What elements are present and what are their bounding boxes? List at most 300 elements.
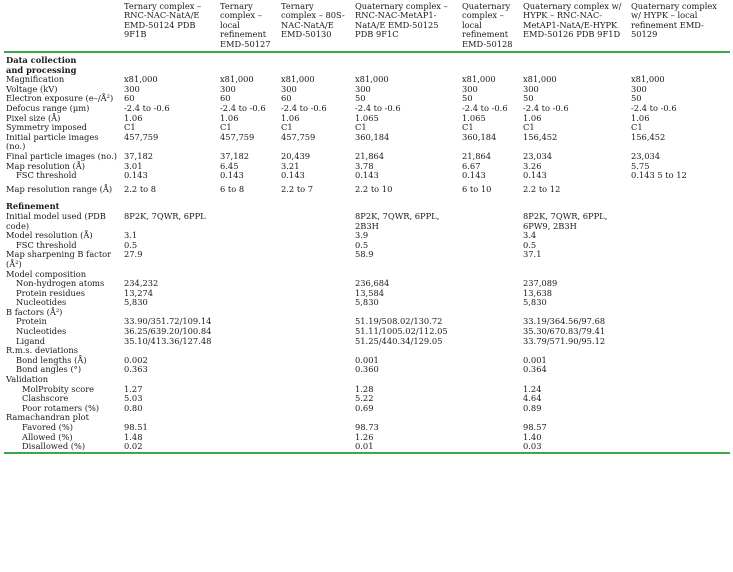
table-cell (629, 327, 730, 337)
table-cell: -2.4 to -0.6 (355, 103, 401, 113)
row-label: Map resolution range (Å) (6, 183, 113, 194)
table-cell: 457,759 (220, 131, 255, 142)
row-label: Pixel size (Å) (6, 112, 61, 123)
table-cell: 1.06 (631, 112, 650, 123)
rule-cell (460, 452, 521, 453)
table-cell: x81,000 (355, 74, 389, 85)
table-cell (218, 231, 279, 241)
table-cell (629, 317, 730, 327)
table-cell: -2.4 to -0.6 (124, 103, 170, 113)
row-label: Model resolution (Å) (6, 230, 93, 241)
row-label: Voltage (kV) (6, 83, 58, 94)
table-cell (218, 337, 279, 347)
table-cell (629, 423, 730, 433)
table-cell: 2.2 to 7 (281, 183, 314, 194)
table-cell: 3.26 (523, 160, 542, 171)
table-cell (218, 433, 279, 443)
table-cell (629, 365, 730, 375)
table-cell (629, 279, 730, 289)
table-cell: 13,274 (124, 287, 154, 298)
empty-cell (218, 194, 279, 212)
empty-cell (279, 52, 353, 75)
table-cell (279, 212, 353, 231)
table-cell: 36.25/639.20/100.84 (124, 326, 212, 337)
table-cell: 1.06 (124, 112, 143, 123)
section-header-row (4, 194, 730, 212)
table-cell (460, 250, 521, 269)
table-cell (279, 365, 353, 375)
table-cell (279, 317, 353, 327)
table-cell (218, 270, 279, 280)
empty-cell (460, 52, 521, 75)
row-label: Ramachandran plot (6, 412, 89, 423)
table-cell (279, 433, 353, 443)
table-cell: C1 (355, 122, 367, 133)
table-cell: -2.4 to -0.6 (462, 103, 508, 113)
table-cell: 37.1 (523, 249, 542, 260)
section-title: Refinement (6, 201, 60, 212)
table-cell: 237,089 (523, 278, 558, 289)
table-cell (460, 394, 521, 404)
table-cell: 1.06 (281, 112, 300, 123)
table-cell (460, 385, 521, 395)
table-cell: x81,000 (523, 74, 557, 85)
table-cell: 3.4 (523, 230, 537, 241)
table-cell (460, 365, 521, 375)
row-label: FSC threshold (16, 239, 77, 250)
table-row (4, 133, 730, 152)
table-cell: x81,000 (281, 74, 315, 85)
table-cell: 1.48 (124, 431, 143, 442)
table-cell: 8P2K, 7QWR, 6PPL, 2B3H (355, 210, 440, 231)
row-label: Allowed (%) (22, 431, 73, 442)
table-row (4, 442, 730, 452)
table-cell (629, 270, 730, 280)
table-cell: x81,000 (220, 74, 254, 85)
table-row (4, 212, 730, 231)
table-cell: 156,452 (631, 131, 666, 142)
table-cell: 0.69 (355, 402, 374, 413)
table-cell (460, 442, 521, 452)
row-label: FSC threshold (16, 170, 77, 181)
rule-cell (353, 452, 460, 453)
table-cell (460, 423, 521, 433)
table-cell (279, 308, 353, 318)
table-row (4, 337, 730, 347)
empty-cell (629, 52, 730, 75)
table-cell: 6 to 10 (462, 183, 492, 194)
table-cell: 0.002 (124, 354, 148, 365)
table-cell (279, 442, 353, 452)
table-cell: 5,830 (523, 297, 547, 308)
table-cell: C1 (220, 122, 232, 133)
table-cell: 0.143 (220, 170, 244, 181)
table-cell: 300 (355, 83, 371, 94)
rule-cell (629, 452, 730, 453)
table-cell: 300 (631, 83, 647, 94)
table-cell (629, 404, 730, 414)
row-label: Non-hydrogen atoms (16, 278, 105, 289)
table-cell: 300 (281, 83, 297, 94)
table-cell (460, 337, 521, 347)
table-cell: 1.27 (124, 383, 143, 394)
empty-cell (353, 194, 460, 212)
table-cell (218, 356, 279, 366)
table-cell (218, 241, 279, 251)
table-cell: 98.51 (124, 422, 148, 432)
section-title: Data collection and processing (6, 55, 77, 75)
table-cell (218, 375, 279, 385)
table-cell: 1.28 (355, 383, 374, 394)
table-row (4, 365, 730, 375)
table-cell: 50 (462, 93, 473, 104)
table-cell (279, 394, 353, 404)
empty-cell (521, 52, 629, 75)
table-cell: 20,439 (281, 150, 311, 161)
row-label: Map resolution (Å) (6, 160, 85, 171)
table-cell (460, 308, 521, 318)
table-cell: 33.90/351.72/109.14 (124, 316, 212, 327)
table-cell: 1.40 (523, 431, 542, 442)
table-cell: 0.5 (523, 239, 537, 250)
section-header-row (4, 52, 730, 75)
table-cell: x81,000 (631, 74, 665, 85)
table-cell (218, 308, 279, 318)
table-cell: 0.364 (523, 364, 547, 375)
table-cell: 51.19/508.02/130.72 (355, 316, 443, 327)
row-label: Favored (%) (22, 422, 74, 432)
table-cell: 360,184 (462, 131, 497, 142)
table-cell: 0.143 (355, 170, 379, 181)
table-cell (629, 394, 730, 404)
table-cell (629, 308, 730, 318)
table-cell: 0.360 (355, 364, 379, 375)
table-cell: 3.1 (124, 230, 138, 241)
table-cell: 50 (355, 93, 366, 104)
empty-cell (521, 194, 629, 212)
table-cell (629, 442, 730, 452)
empty-cell (122, 194, 218, 212)
table-cell: 1.26 (355, 431, 374, 442)
table-cell: 21,864 (355, 150, 385, 161)
table-cell (460, 375, 521, 385)
column-header: Quaternary complex w/ HYPK – RNC-NAC-MetAP1-NatA/E-HYPK EMD-50126 PDB 9F1D (521, 2, 629, 52)
table-cell (218, 404, 279, 414)
table-cell: 300 (523, 83, 539, 94)
table-cell: 4.64 (523, 393, 542, 404)
empty-cell (122, 52, 218, 75)
table-cell (460, 289, 521, 299)
table-cell: 21,864 (462, 150, 492, 161)
table-cell: 457,759 (124, 131, 159, 142)
table-cell: 13,584 (355, 287, 385, 298)
table-cell (629, 298, 730, 308)
table-cell: 35.10/413.36/127.48 (124, 335, 212, 346)
table-cell (218, 317, 279, 327)
table-cell: 23,034 (631, 150, 661, 161)
column-header: Ternary complex – local refinement EMD-50127 (218, 2, 279, 52)
table-cell: 8P2K, 7QWR, 6PPL (124, 210, 206, 221)
table-cell: 5.22 (355, 393, 374, 404)
row-label: Bond lengths (Å) (16, 354, 87, 365)
table-cell: 6.67 (462, 160, 481, 171)
column-header: Quaternary complex – local refinement EMD-50128 (460, 2, 521, 52)
row-label: Initial particle images (no.) (6, 131, 99, 152)
table-cell (279, 404, 353, 414)
table-cell (279, 337, 353, 347)
table-cell: 51.25/440.34/129.05 (355, 335, 443, 346)
table-cell (629, 346, 730, 356)
table-cell: x81,000 (124, 74, 158, 85)
table-cell: 1.06 (220, 112, 239, 123)
table-cell: 51.11/1005.02/112.05 (355, 326, 448, 337)
column-header: Ternary complex – RNC-NAC-NatA/E EMD-50124 PDB 9F1B (122, 2, 218, 52)
table-cell: 300 (462, 83, 478, 94)
cryo-em-statistics-table (4, 2, 730, 454)
table-cell: C1 (462, 122, 474, 133)
table-row (4, 185, 730, 195)
row-label: MolProbity score (22, 383, 95, 394)
table-cell: 0.02 (124, 441, 143, 452)
table-cell (218, 365, 279, 375)
table-cell (279, 413, 353, 423)
table-cell: 37,182 (220, 150, 250, 161)
table-body (4, 52, 730, 453)
table-cell (279, 375, 353, 385)
table-cell (218, 346, 279, 356)
table-row (4, 114, 730, 124)
table-cell: 6 to 8 (220, 183, 245, 194)
row-label: Clashscore (22, 393, 69, 404)
table-cell: 2.2 to 8 (124, 183, 157, 194)
table-cell: 1.065 (355, 112, 379, 123)
table-cell: 0.143 5 to 12 (631, 170, 687, 181)
table-cell (279, 346, 353, 356)
table-cell: 5,830 (355, 297, 379, 308)
table-cell: 3.21 (281, 160, 300, 171)
rule-cell (218, 452, 279, 453)
table-cell: C1 (124, 122, 136, 133)
bottom-rule (4, 452, 730, 453)
table-cell: 58.9 (355, 249, 374, 260)
rule-cell (4, 452, 122, 453)
table-cell (629, 212, 730, 231)
table-cell: 33.79/571.90/95.12 (523, 335, 606, 346)
table-cell: 60 (220, 93, 231, 104)
row-label: Poor rotamers (%) (22, 402, 100, 413)
table-cell: 35.30/670.83/79.41 (523, 326, 606, 337)
column-header (4, 2, 122, 52)
table-cell: 50 (523, 93, 534, 104)
table-row (4, 404, 730, 414)
table-cell: 300 (220, 83, 236, 94)
row-label: Electron exposure (e–/Å²) (6, 93, 114, 104)
table-cell (629, 433, 730, 443)
table-cell: 60 (281, 93, 292, 104)
table-cell (218, 279, 279, 289)
table-cell (218, 212, 279, 231)
table-cell: 236,684 (355, 278, 390, 289)
table-cell (460, 413, 521, 423)
row-label: Final particle images (no.) (6, 150, 117, 161)
table-cell (218, 442, 279, 452)
table-cell (629, 385, 730, 395)
table-cell: 5,830 (124, 297, 148, 308)
table-cell: C1 (523, 122, 535, 133)
table-cell (629, 356, 730, 366)
table-cell (218, 298, 279, 308)
table-cell (460, 241, 521, 251)
table-cell (629, 375, 730, 385)
table-cell: 60 (124, 93, 135, 104)
table-cell (279, 241, 353, 251)
table-row (4, 250, 730, 269)
table-cell: 13,638 (523, 287, 553, 298)
table-cell: 0.143 (124, 170, 148, 181)
table-cell: -2.4 to -0.6 (220, 103, 266, 113)
row-label: R.m.s. deviations (6, 345, 79, 356)
table-cell: 0.363 (124, 364, 148, 375)
table-cell: 5.03 (124, 393, 143, 404)
table-cell: 0.001 (355, 354, 379, 365)
table-cell: 0.80 (124, 402, 143, 413)
table-cell (629, 241, 730, 251)
table-cell (279, 327, 353, 337)
table-cell: 0.143 (523, 170, 547, 181)
table-cell: 457,759 (281, 131, 316, 142)
table-cell (629, 231, 730, 241)
table-cell (460, 270, 521, 280)
table-cell: C1 (631, 122, 643, 133)
table-cell (460, 212, 521, 231)
table-cell: 234,232 (124, 278, 159, 289)
table-cell: 50 (631, 93, 642, 104)
column-header: Quaternary complex w/ HYPK – local refinement EMD-50129 (629, 2, 730, 52)
table-cell: 3.78 (355, 160, 374, 171)
table-cell: 1.06 (523, 112, 542, 123)
table-cell: 6.45 (220, 160, 239, 171)
row-label: Ligand (16, 335, 46, 346)
row-label: Protein (16, 316, 47, 327)
table-cell (218, 250, 279, 269)
table-cell (279, 356, 353, 366)
table-cell: 0.03 (523, 441, 542, 452)
table-cell: 37,182 (124, 150, 154, 161)
row-label: Validation (6, 374, 49, 385)
table-cell (460, 317, 521, 327)
table-cell: 98.73 (355, 422, 379, 432)
table-cell: 0.001 (523, 354, 547, 365)
table-cell (460, 433, 521, 443)
table-cell: 0.143 (281, 170, 305, 181)
row-label: Initial model used (PDB code) (6, 210, 106, 231)
table-cell: 0.01 (355, 441, 374, 452)
table-cell (218, 413, 279, 423)
table-cell (629, 185, 730, 195)
table-cell (279, 289, 353, 299)
table-cell: 2.2 to 10 (355, 183, 393, 194)
table-cell: 1.24 (523, 383, 542, 394)
row-label: Model composition (6, 268, 87, 279)
empty-cell (629, 194, 730, 212)
table-cell: 0.5 (124, 239, 138, 250)
table-cell: 98.57 (523, 422, 547, 432)
table-cell: 1.065 (462, 112, 486, 123)
rule-cell (521, 452, 629, 453)
table-cell (460, 356, 521, 366)
table-cell: 300 (124, 83, 140, 94)
table-cell (460, 327, 521, 337)
table-cell (629, 289, 730, 299)
row-label: Disallowed (%) (22, 441, 86, 452)
table-cell (279, 298, 353, 308)
table-cell: 2.2 to 12 (523, 183, 561, 194)
table-cell: 3.01 (124, 160, 143, 171)
row-label: Nucleotides (16, 297, 67, 308)
table-cell: 360,184 (355, 131, 390, 142)
table-cell (460, 404, 521, 414)
table-cell: -2.4 to -0.6 (523, 103, 569, 113)
row-label: Bond angles (°) (16, 364, 82, 375)
table-cell (279, 385, 353, 395)
column-header: Quaternary complex – RNC-NAC-MetAP1-NatA/E EMD-50125 PDB 9F1C (353, 2, 460, 52)
table-cell (279, 250, 353, 269)
table-cell (279, 279, 353, 289)
column-header: Ternary complex – 80S-NAC-NatA/E EMD-50130 (279, 2, 353, 52)
table-cell: x81,000 (462, 74, 496, 85)
table-cell (218, 385, 279, 395)
table-cell (629, 337, 730, 347)
table-cell: 0.89 (523, 402, 542, 413)
table-cell (279, 423, 353, 433)
table-cell: 8P2K, 7QWR, 6PPL, 6PW9, 2B3H (523, 210, 608, 231)
row-label: Protein residues (16, 287, 86, 298)
empty-cell (353, 52, 460, 75)
table-cell: 156,452 (523, 131, 558, 142)
table-cell: 0.5 (355, 239, 369, 250)
table-cell (218, 394, 279, 404)
row-label: Map sharpening B factor (Å²) (6, 249, 112, 269)
rule-cell (279, 452, 353, 453)
table-cell: 5.75 (631, 160, 650, 171)
table-row (4, 298, 730, 308)
table-cell: 3.9 (355, 230, 369, 241)
table-cell (279, 270, 353, 280)
table-cell (218, 423, 279, 433)
row-label: Defocus range (μm) (6, 103, 90, 113)
table-cell (629, 413, 730, 423)
table-cell: 33.19/364.56/97.68 (523, 316, 606, 327)
empty-cell (218, 52, 279, 75)
table-cell: 0.143 (462, 170, 486, 181)
row-label: Nucleotides (16, 326, 67, 337)
rule-cell (122, 452, 218, 453)
header-row (4, 2, 730, 52)
row-label: B factors (Å²) (6, 306, 63, 317)
table-cell: -2.4 to -0.6 (631, 103, 677, 113)
table-cell: C1 (281, 122, 293, 133)
table-cell (279, 231, 353, 241)
table-cell (460, 231, 521, 241)
table-row (4, 171, 730, 185)
empty-cell (460, 194, 521, 212)
table-cell: 23,034 (523, 150, 553, 161)
table-cell (460, 346, 521, 356)
table-cell (460, 298, 521, 308)
row-label: Symmetry imposed (6, 122, 87, 133)
table-cell (629, 250, 730, 269)
table-cell: -2.4 to -0.6 (281, 103, 327, 113)
